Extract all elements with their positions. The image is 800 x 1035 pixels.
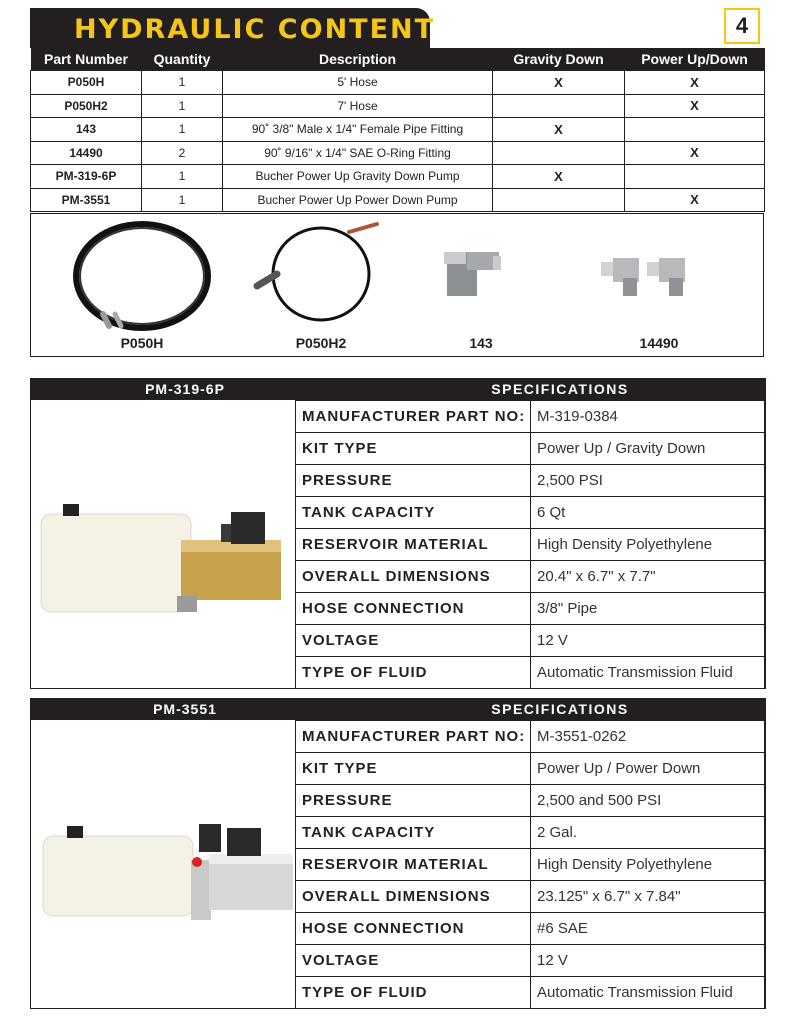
gravity-down-cell: X bbox=[493, 165, 625, 189]
fitting-14490-image bbox=[601, 258, 685, 296]
spec-label: TANK CAPACITY bbox=[296, 497, 531, 529]
spec-row bbox=[296, 945, 765, 977]
spec-row bbox=[296, 817, 765, 849]
section-body bbox=[30, 720, 766, 1009]
spec-label: TYPE OF FLUID bbox=[296, 657, 531, 689]
gravity-down-cell bbox=[493, 188, 625, 212]
quantity-cell: 1 bbox=[142, 94, 223, 118]
spec-value: 12 V bbox=[531, 945, 765, 977]
description-cell: 90˚ 3/8" Male x 1/4" Female Pipe Fitting bbox=[223, 118, 493, 142]
caption-14490: 14490 bbox=[639, 335, 679, 351]
spec-label: HOSE CONNECTION bbox=[296, 913, 531, 945]
part-number-cell: 143 bbox=[31, 118, 142, 142]
parts-image-panel bbox=[30, 213, 764, 357]
page-title: HYDRAULIC CONTENT bbox=[74, 14, 436, 45]
section-heading: SPECIFICATIONS bbox=[491, 381, 629, 397]
spec-value: #6 SAE bbox=[531, 913, 765, 945]
spec-row bbox=[296, 657, 765, 689]
table-row bbox=[31, 71, 765, 95]
caption-143: 143 bbox=[469, 335, 493, 351]
gravity-down-cell: X bbox=[493, 118, 625, 142]
table-row bbox=[31, 141, 765, 165]
spec-row bbox=[296, 977, 765, 1009]
spec-row bbox=[296, 465, 765, 497]
power-up-down-cell: X bbox=[625, 94, 765, 118]
description-cell: Bucher Power Up Power Down Pump bbox=[223, 188, 493, 212]
spec-label: MANUFACTURER PART NO: bbox=[296, 401, 531, 433]
spec-value: M-3551-0262 bbox=[531, 721, 765, 753]
table-row bbox=[31, 94, 765, 118]
spec-label: HOSE CONNECTION bbox=[296, 593, 531, 625]
power-up-down-cell bbox=[625, 118, 765, 142]
spec-value: 2,500 and 500 PSI bbox=[531, 785, 765, 817]
quantity-cell: 1 bbox=[142, 71, 223, 95]
col-power-up-down: Power Up/Down bbox=[625, 48, 765, 71]
part-number-cell: P050H bbox=[31, 71, 142, 95]
spec-row bbox=[296, 913, 765, 945]
spec-value: 23.125" x 6.7" x 7.84" bbox=[531, 881, 765, 913]
part-number-cell: 14490 bbox=[31, 141, 142, 165]
spec-section-pm-3551 bbox=[30, 698, 766, 1010]
header-banner bbox=[30, 8, 436, 48]
spec-value: 3/8" Pipe bbox=[531, 593, 765, 625]
spec-value: 2,500 PSI bbox=[531, 465, 765, 497]
spec-value: High Density Polyethylene bbox=[531, 849, 765, 881]
power-up-down-cell bbox=[625, 165, 765, 189]
power-up-down-cell: X bbox=[625, 71, 765, 95]
power-up-down-cell: X bbox=[625, 188, 765, 212]
spec-label: VOLTAGE bbox=[296, 625, 531, 657]
spec-value: 2 Gal. bbox=[531, 817, 765, 849]
spec-row bbox=[296, 721, 765, 753]
quantity-cell: 1 bbox=[142, 188, 223, 212]
hose-p050h2-image bbox=[257, 224, 377, 320]
spec-row bbox=[296, 785, 765, 817]
spec-label: VOLTAGE bbox=[296, 945, 531, 977]
pump-pm-3551-image bbox=[31, 720, 293, 1008]
quantity-cell: 2 bbox=[142, 141, 223, 165]
col-quantity: Quantity bbox=[142, 48, 223, 71]
spec-value: 6 Qt bbox=[531, 497, 765, 529]
page-number-badge: 4 bbox=[724, 8, 760, 44]
spec-label: RESERVOIR MATERIAL bbox=[296, 849, 531, 881]
parts-table bbox=[30, 48, 765, 212]
spec-section-pm-319-6p bbox=[30, 378, 766, 690]
pump-pm-319-6p-image bbox=[31, 400, 293, 688]
spec-label: TYPE OF FLUID bbox=[296, 977, 531, 1009]
description-cell: Bucher Power Up Gravity Down Pump bbox=[223, 165, 493, 189]
spec-label: OVERALL DIMENSIONS bbox=[296, 881, 531, 913]
section-model: PM-319-6P bbox=[145, 381, 225, 397]
caption-p050h: P050H bbox=[120, 335, 164, 351]
quantity-cell: 1 bbox=[142, 165, 223, 189]
spec-value: Power Up / Power Down bbox=[531, 753, 765, 785]
spec-label: RESERVOIR MATERIAL bbox=[296, 529, 531, 561]
section-heading: SPECIFICATIONS bbox=[491, 701, 629, 717]
spec-row bbox=[296, 561, 765, 593]
section-header bbox=[30, 378, 766, 400]
spec-label: PRESSURE bbox=[296, 785, 531, 817]
power-up-down-cell: X bbox=[625, 141, 765, 165]
table-row bbox=[31, 165, 765, 189]
col-description: Description bbox=[223, 48, 493, 71]
spec-label: MANUFACTURER PART NO: bbox=[296, 721, 531, 753]
spec-row bbox=[296, 849, 765, 881]
spec-value: High Density Polyethylene bbox=[531, 529, 765, 561]
spec-label: KIT TYPE bbox=[296, 433, 531, 465]
spec-row bbox=[296, 401, 765, 433]
spec-row bbox=[296, 593, 765, 625]
spec-label: OVERALL DIMENSIONS bbox=[296, 561, 531, 593]
description-cell: 90˚ 9/16" x 1/4" SAE O-Ring Fitting bbox=[223, 141, 493, 165]
col-gravity-down: Gravity Down bbox=[493, 48, 625, 71]
spec-row bbox=[296, 625, 765, 657]
spec-row bbox=[296, 881, 765, 913]
spec-table bbox=[295, 720, 765, 1009]
spec-value: Automatic Transmission Fluid bbox=[531, 657, 765, 689]
spec-row bbox=[296, 753, 765, 785]
section-model: PM-3551 bbox=[153, 701, 217, 717]
quantity-cell: 1 bbox=[142, 118, 223, 142]
spec-value: Power Up / Gravity Down bbox=[531, 433, 765, 465]
spec-label: KIT TYPE bbox=[296, 753, 531, 785]
hose-p050h-image bbox=[76, 224, 208, 328]
spec-row bbox=[296, 433, 765, 465]
section-header bbox=[30, 698, 766, 720]
part-number-cell: P050H2 bbox=[31, 94, 142, 118]
col-part-number: Part Number bbox=[31, 48, 142, 71]
spec-value: M-319-0384 bbox=[531, 401, 765, 433]
table-row bbox=[31, 118, 765, 142]
caption-p050h2: P050H2 bbox=[295, 335, 347, 351]
spec-value: Automatic Transmission Fluid bbox=[531, 977, 765, 1009]
parts-table-header bbox=[31, 48, 765, 71]
spec-label: TANK CAPACITY bbox=[296, 817, 531, 849]
spec-label: PRESSURE bbox=[296, 465, 531, 497]
spec-row bbox=[296, 497, 765, 529]
spec-row bbox=[296, 529, 765, 561]
gravity-down-cell bbox=[493, 94, 625, 118]
gravity-down-cell bbox=[493, 141, 625, 165]
spec-value: 12 V bbox=[531, 625, 765, 657]
part-number-cell: PM-319-6P bbox=[31, 165, 142, 189]
spec-table bbox=[295, 400, 765, 689]
section-body bbox=[30, 400, 766, 689]
fitting-143-image bbox=[444, 252, 501, 296]
table-row bbox=[31, 188, 765, 212]
description-cell: 5' Hose bbox=[223, 71, 493, 95]
part-number-cell: PM-3551 bbox=[31, 188, 142, 212]
description-cell: 7' Hose bbox=[223, 94, 493, 118]
gravity-down-cell: X bbox=[493, 71, 625, 95]
spec-value: 20.4" x 6.7" x 7.7" bbox=[531, 561, 765, 593]
